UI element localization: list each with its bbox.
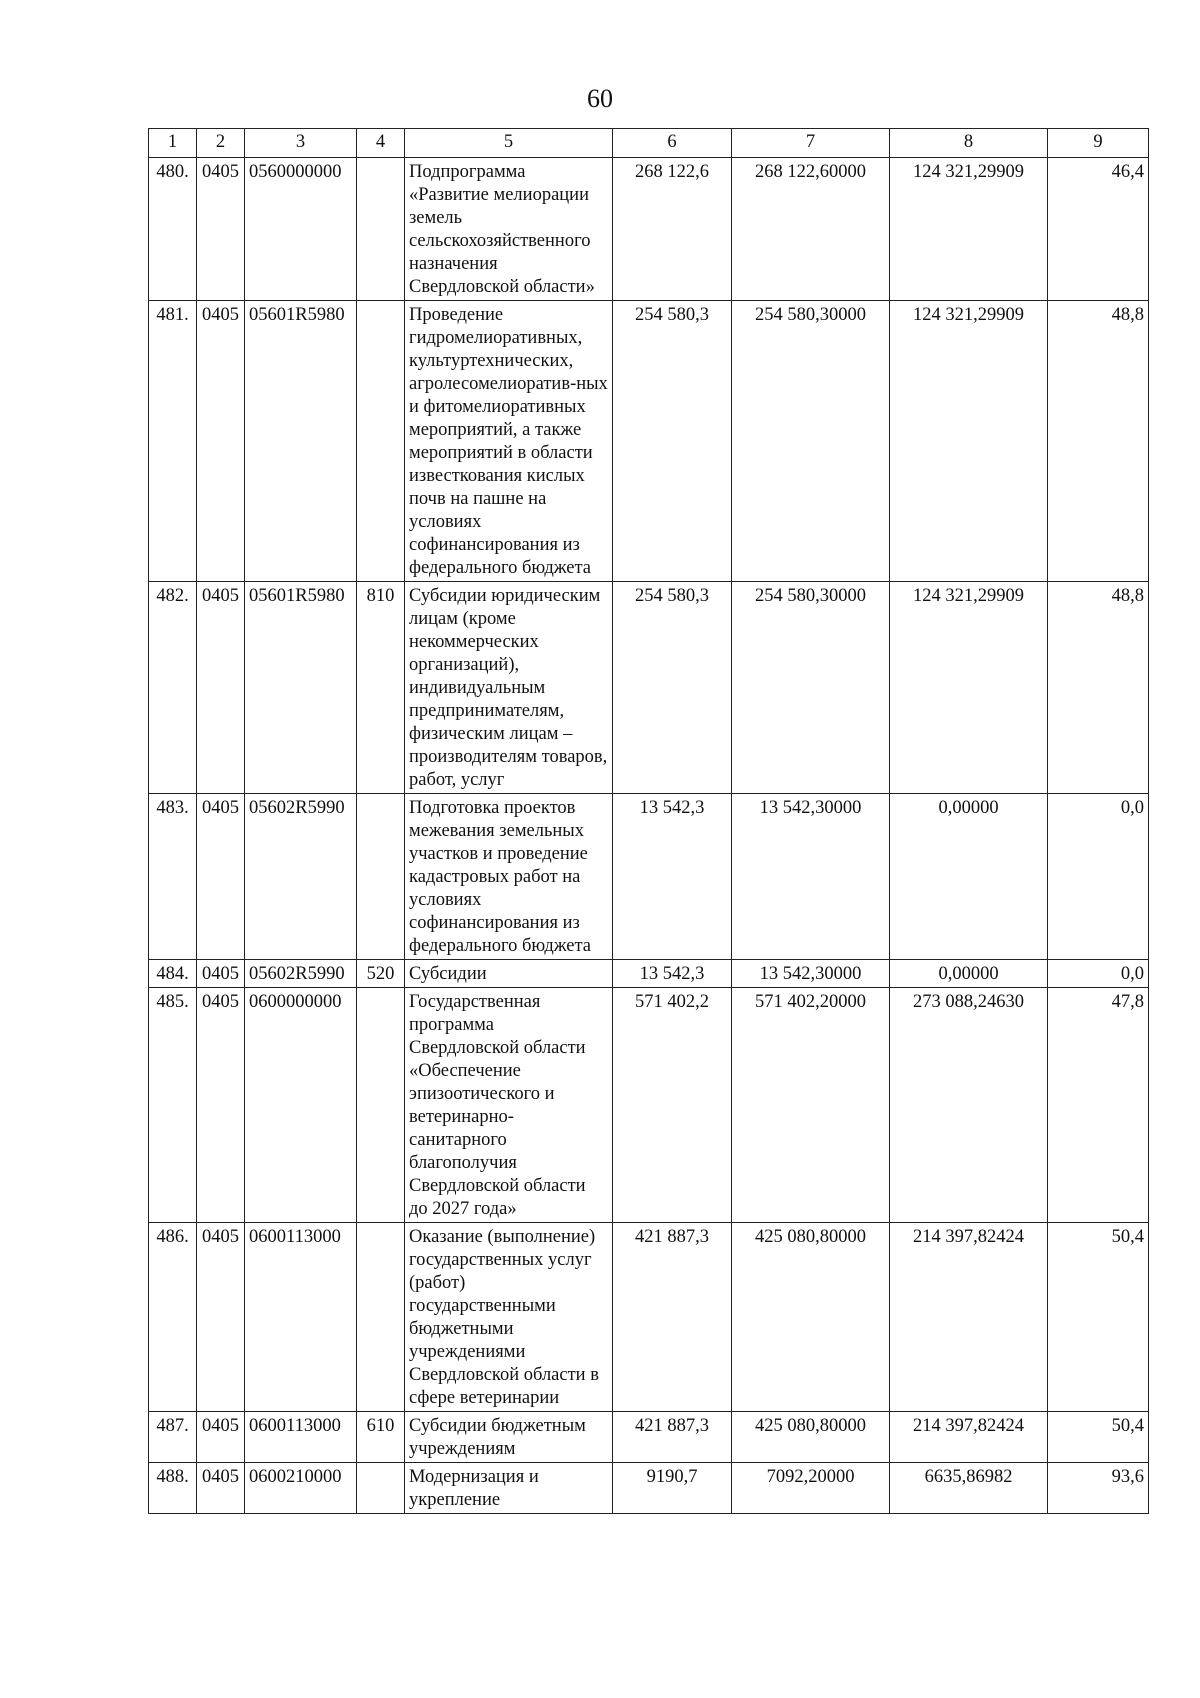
table-row (149, 960, 1149, 988)
table-row (149, 158, 1149, 301)
approved-amount: 571 402,2 (613, 988, 732, 1223)
refined-amount: 13 542,30000 (732, 794, 890, 960)
execution-percent: 48,8 (1048, 301, 1149, 582)
executed-amount: 0,00000 (890, 794, 1048, 960)
item-name: Субсидии юридическим лицам (кроме некоммерческих организаций), индивидуальным предпринимателям, физическим лицам – производителям товаров, работ, услуг (405, 582, 613, 794)
table-row (149, 1412, 1149, 1463)
target-article-code: 0600210000 (245, 1463, 357, 1514)
execution-percent: 50,4 (1048, 1412, 1149, 1463)
budget-table (148, 128, 1149, 1514)
row-number: 488. (149, 1463, 197, 1514)
header-cell: 5 (405, 129, 613, 158)
item-name: Субсидии (405, 960, 613, 988)
table-body (149, 129, 1149, 1514)
execution-percent: 0,0 (1048, 794, 1149, 960)
target-article-code: 05602R5990 (245, 794, 357, 960)
item-name: Проведение гидромелиоративных, культуртехнических, агролесомелиоратив-ных и фитомелиоративных мероприятий, а также мероприятий в области известкования кислых почв на пашне на условиях софинансирования из федерального бюджета (405, 301, 613, 582)
refined-amount: 254 580,30000 (732, 301, 890, 582)
header-cell: 8 (890, 129, 1048, 158)
refined-amount: 254 580,30000 (732, 582, 890, 794)
header-cell: 1 (149, 129, 197, 158)
table-row (149, 1223, 1149, 1412)
expense-type-code (357, 301, 405, 582)
item-name: Подготовка проектов межевания земельных участков и проведение кадастровых работ на условиях софинансирования из федерального бюджета (405, 794, 613, 960)
section-code: 0405 (197, 582, 245, 794)
item-name: Подпрограмма «Развитие мелиорации земель сельскохозяйственного назначения Свердловской области» (405, 158, 613, 301)
row-number: 487. (149, 1412, 197, 1463)
approved-amount: 13 542,3 (613, 794, 732, 960)
header-row (149, 129, 1149, 158)
header-cell: 3 (245, 129, 357, 158)
approved-amount: 268 122,6 (613, 158, 732, 301)
header-cell: 9 (1048, 129, 1149, 158)
section-code: 0405 (197, 158, 245, 301)
execution-percent: 0,0 (1048, 960, 1149, 988)
target-article-code: 05601R5980 (245, 301, 357, 582)
refined-amount: 7092,20000 (732, 1463, 890, 1514)
approved-amount: 254 580,3 (613, 582, 732, 794)
execution-percent: 46,4 (1048, 158, 1149, 301)
table-row (149, 1463, 1149, 1514)
executed-amount: 214 397,82424 (890, 1412, 1048, 1463)
executed-amount: 124 321,29909 (890, 301, 1048, 582)
refined-amount: 571 402,20000 (732, 988, 890, 1223)
refined-amount: 268 122,60000 (732, 158, 890, 301)
row-number: 486. (149, 1223, 197, 1412)
refined-amount: 425 080,80000 (732, 1412, 890, 1463)
row-number: 483. (149, 794, 197, 960)
executed-amount: 273 088,24630 (890, 988, 1048, 1223)
target-article-code: 0600113000 (245, 1412, 357, 1463)
refined-amount: 425 080,80000 (732, 1223, 890, 1412)
item-name: Государственная программа Свердловской области «Обеспечение эпизоотического и ветеринарно-санитарного благополучия Свердловской области до 2027 года» (405, 988, 613, 1223)
section-code: 0405 (197, 960, 245, 988)
executed-amount: 124 321,29909 (890, 582, 1048, 794)
header-cell: 2 (197, 129, 245, 158)
execution-percent: 50,4 (1048, 1223, 1149, 1412)
expense-type-code: 520 (357, 960, 405, 988)
header-cell: 7 (732, 129, 890, 158)
item-name: Субсидии бюджетным учреждениям (405, 1412, 613, 1463)
execution-percent: 48,8 (1048, 582, 1149, 794)
executed-amount: 124 321,29909 (890, 158, 1048, 301)
target-article-code: 0560000000 (245, 158, 357, 301)
target-article-code: 0600113000 (245, 1223, 357, 1412)
section-code: 0405 (197, 301, 245, 582)
table-row (149, 794, 1149, 960)
section-code: 0405 (197, 1412, 245, 1463)
table-row (149, 301, 1149, 582)
target-article-code: 0600000000 (245, 988, 357, 1223)
section-code: 0405 (197, 988, 245, 1223)
expense-type-code (357, 1223, 405, 1412)
header-cell: 6 (613, 129, 732, 158)
approved-amount: 421 887,3 (613, 1412, 732, 1463)
executed-amount: 6635,86982 (890, 1463, 1048, 1514)
refined-amount: 13 542,30000 (732, 960, 890, 988)
table-row (149, 988, 1149, 1223)
approved-amount: 421 887,3 (613, 1223, 732, 1412)
expense-type-code (357, 158, 405, 301)
row-number: 482. (149, 582, 197, 794)
header-cell: 4 (357, 129, 405, 158)
target-article-code: 05602R5990 (245, 960, 357, 988)
execution-percent: 47,8 (1048, 988, 1149, 1223)
approved-amount: 9190,7 (613, 1463, 732, 1514)
row-number: 484. (149, 960, 197, 988)
row-number: 481. (149, 301, 197, 582)
item-name: Оказание (выполнение) государственных услуг (работ) государственными бюджетными учреждениями Свердловской области в сфере ветеринарии (405, 1223, 613, 1412)
section-code: 0405 (197, 1223, 245, 1412)
approved-amount: 254 580,3 (613, 301, 732, 582)
target-article-code: 05601R5980 (245, 582, 357, 794)
page-number: 60 (587, 84, 613, 113)
table-row (149, 582, 1149, 794)
row-number: 485. (149, 988, 197, 1223)
expense-type-code (357, 1463, 405, 1514)
section-code: 0405 (197, 794, 245, 960)
executed-amount: 214 397,82424 (890, 1223, 1048, 1412)
section-code: 0405 (197, 1463, 245, 1514)
expense-type-code (357, 794, 405, 960)
approved-amount: 13 542,3 (613, 960, 732, 988)
item-name: Модернизация и укрепление (405, 1463, 613, 1514)
executed-amount: 0,00000 (890, 960, 1048, 988)
expense-type-code: 810 (357, 582, 405, 794)
expense-type-code: 610 (357, 1412, 405, 1463)
row-number: 480. (149, 158, 197, 301)
expense-type-code (357, 988, 405, 1223)
execution-percent: 93,6 (1048, 1463, 1149, 1514)
